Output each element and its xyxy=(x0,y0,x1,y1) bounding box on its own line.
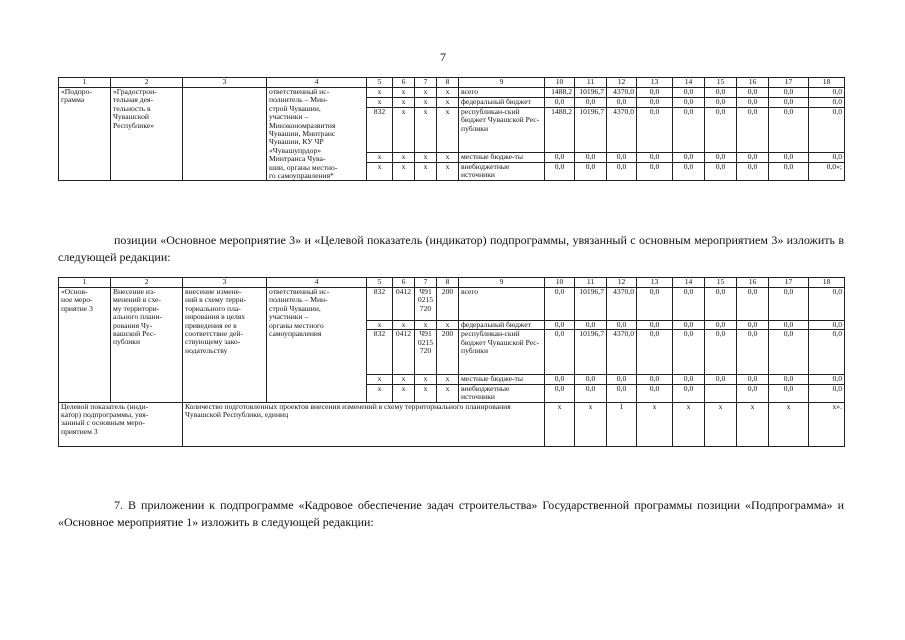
value-cell: 0,0 xyxy=(545,375,575,384)
value-cell: 0,0 xyxy=(607,152,637,162)
value-cell: 0,0 xyxy=(575,321,607,330)
value-cell: 0,0 xyxy=(637,288,673,321)
event-name-cell: Внесение из- менений в схе- му территори- ального плани- рования Чу- вашской Рес- публики xyxy=(111,288,183,403)
value-cell: 0,0 xyxy=(737,384,769,402)
col-header: 17 xyxy=(769,78,809,88)
col-header: 6 xyxy=(393,278,415,288)
code-cell: x xyxy=(393,152,415,162)
code-cell: x xyxy=(415,321,437,330)
program-type-cell: «Подпро- грамма xyxy=(59,88,111,181)
source-cell: республикан-ский бюджет Чувашской Рес-публики xyxy=(459,330,545,375)
col-header: 18 xyxy=(809,78,845,88)
value-cell: 0,0 xyxy=(809,288,845,321)
description-cell: внесение измене- ний в схему терри- ториального пла- нирования в целях приведения ее в соответствие дей- ствующему зако- нодательству xyxy=(183,288,267,403)
code-cell: x xyxy=(437,162,459,181)
value-cell: 0,0 xyxy=(673,152,705,162)
program-name-cell: «Градострои- тельная дея- тельность в Чувашской Республике» xyxy=(111,88,183,181)
code-cell: x xyxy=(367,98,393,108)
value-cell: 0,0 xyxy=(809,321,845,330)
value-cell: 0,0 xyxy=(809,330,845,375)
col-header: 5 xyxy=(367,278,393,288)
value-cell: 0,0 xyxy=(737,321,769,330)
indicator-value-cell: x xyxy=(737,402,769,446)
value-cell: 0,0 xyxy=(809,375,845,384)
code-cell: 0412 xyxy=(393,330,415,375)
col-header: 1 xyxy=(59,278,111,288)
code-cell: x xyxy=(367,88,393,98)
indicator-value-cell: x xyxy=(673,402,705,446)
col-header: 7 xyxy=(415,78,437,88)
value-cell: 0,0 xyxy=(545,152,575,162)
code-cell: 832 xyxy=(367,330,393,375)
value-cell: 4370,0 xyxy=(607,107,637,152)
col-header: 14 xyxy=(673,78,705,88)
code-cell: x xyxy=(393,88,415,98)
value-cell: 0,0 xyxy=(575,162,607,181)
value-cell: 0,0 xyxy=(737,288,769,321)
value-cell: 0,0 xyxy=(737,330,769,375)
value-cell: 0,0 xyxy=(769,375,809,384)
code-cell: x xyxy=(437,98,459,108)
value-cell: 0,0 xyxy=(575,384,607,402)
value-cell: 0,0 xyxy=(769,152,809,162)
code-cell: x xyxy=(437,107,459,152)
col-header: 4 xyxy=(267,278,367,288)
code-cell: x xyxy=(393,375,415,384)
value-cell: 0,0 xyxy=(769,107,809,152)
header-row xyxy=(59,278,845,288)
value-cell: 4370,0 xyxy=(607,288,637,321)
table-row xyxy=(59,88,845,98)
value-cell: 0,0 xyxy=(705,321,737,330)
col-header: 5 xyxy=(367,78,393,88)
value-cell: 0,0 xyxy=(705,288,737,321)
code-cell: x xyxy=(367,384,393,402)
value-cell: 0,0 xyxy=(673,98,705,108)
source-cell: внебюджетные источники xyxy=(459,384,545,402)
value-cell xyxy=(705,384,737,402)
source-cell: всего xyxy=(459,88,545,98)
col-header: 9 xyxy=(459,78,545,88)
value-cell: 0,0 xyxy=(809,152,845,162)
event-type-cell: «Основ- ное меро- приятие 3 xyxy=(59,288,111,403)
value-cell: 0,0 xyxy=(705,107,737,152)
value-cell: 0,0 xyxy=(705,88,737,98)
col-header: 12 xyxy=(607,78,637,88)
value-cell: 0,0 xyxy=(673,321,705,330)
value-cell: 10196,7 xyxy=(575,88,607,98)
indicator-value-cell: x». xyxy=(809,402,845,446)
value-cell: 0,0 xyxy=(737,162,769,181)
code-cell: Ч91 0215 720 xyxy=(415,330,437,375)
value-cell: 0,0 xyxy=(607,162,637,181)
col-header: 9 xyxy=(459,278,545,288)
value-cell: 0,0 xyxy=(769,162,809,181)
value-cell: 0,0 xyxy=(607,321,637,330)
value-cell: 0,0»; xyxy=(809,162,845,181)
value-cell: 1488,2 xyxy=(545,107,575,152)
page-number: 7 xyxy=(440,50,446,64)
col-header: 3 xyxy=(183,78,267,88)
value-cell: 0,0 xyxy=(737,88,769,98)
value-cell: 0,0 xyxy=(545,330,575,375)
indicator-row xyxy=(59,402,845,446)
source-cell: федеральный бюджет xyxy=(459,98,545,108)
source-cell: местные бюдже-ты xyxy=(459,375,545,384)
code-cell: 200 xyxy=(437,288,459,321)
col-header: 16 xyxy=(737,278,769,288)
col-header: 2 xyxy=(111,278,183,288)
value-cell: 0,0 xyxy=(737,98,769,108)
value-cell: 0,0 xyxy=(737,107,769,152)
col-header: 8 xyxy=(437,78,459,88)
value-cell: 0,0 xyxy=(673,107,705,152)
indicator-text-cell: Количество подготовленных проектов внесения изменений в схему территориального планирования Чувашской Республики, единиц xyxy=(183,402,545,446)
value-cell: 0,0 xyxy=(769,288,809,321)
col-header: 10 xyxy=(545,78,575,88)
value-cell: 0,0 xyxy=(637,162,673,181)
table-subprogram xyxy=(58,77,845,181)
col-header: 15 xyxy=(705,278,737,288)
value-cell: 0,0 xyxy=(607,375,637,384)
source-cell: внебюджетные источники xyxy=(459,162,545,181)
value-cell: 0,0 xyxy=(809,98,845,108)
code-cell: x xyxy=(415,152,437,162)
value-cell: 0,0 xyxy=(637,98,673,108)
source-cell: местные бюдже-ты xyxy=(459,152,545,162)
value-cell: 0,0 xyxy=(809,384,845,402)
value-cell: 0,0 xyxy=(705,375,737,384)
code-cell: x xyxy=(415,375,437,384)
value-cell: 0,0 xyxy=(637,107,673,152)
value-cell: 0,0 xyxy=(769,88,809,98)
value-cell: 0,0 xyxy=(673,288,705,321)
value-cell: 0,0 xyxy=(637,152,673,162)
code-cell: x xyxy=(393,321,415,330)
value-cell: 0,0 xyxy=(769,321,809,330)
paragraph-text: 7. В приложении к подпрограмме «Кадровое обеспечение задач строительства» Государственной программы позиции «Подпрограмма» и «Основное мероприятие 1» изложить в следующей редакции: xyxy=(58,498,844,529)
col-header: 7 xyxy=(415,278,437,288)
col-header: 18 xyxy=(809,278,845,288)
code-cell: x xyxy=(437,384,459,402)
header-row xyxy=(59,78,845,88)
col-header: 3 xyxy=(183,278,267,288)
indicator-value-cell: x xyxy=(637,402,673,446)
value-cell: 0,0 xyxy=(769,330,809,375)
paragraph-appendix xyxy=(58,497,844,531)
value-cell: 0,0 xyxy=(607,98,637,108)
value-cell: 0,0 xyxy=(705,152,737,162)
value-cell: 0,0 xyxy=(705,162,737,181)
value-cell: 1488,2 xyxy=(545,88,575,98)
value-cell: 0,0 xyxy=(545,98,575,108)
description-cell xyxy=(183,88,267,181)
value-cell: 0,0 xyxy=(673,88,705,98)
value-cell: 0,0 xyxy=(575,152,607,162)
value-cell: 0,0 xyxy=(545,384,575,402)
code-cell: x xyxy=(393,107,415,152)
value-cell: 0,0 xyxy=(673,330,705,375)
col-header: 14 xyxy=(673,278,705,288)
indicator-value-cell: 1 xyxy=(607,402,637,446)
code-cell: x xyxy=(415,88,437,98)
value-cell: 10196,7 xyxy=(575,330,607,375)
source-cell: республикан-ский бюджет Чувашской Рес-публики xyxy=(459,107,545,152)
code-cell: x xyxy=(367,162,393,181)
code-cell: x xyxy=(437,375,459,384)
value-cell: 0,0 xyxy=(809,107,845,152)
code-cell: 200 xyxy=(437,330,459,375)
col-header: 11 xyxy=(575,78,607,88)
code-cell: x xyxy=(415,384,437,402)
code-cell: x xyxy=(367,152,393,162)
col-header: 13 xyxy=(637,278,673,288)
code-cell: x xyxy=(393,384,415,402)
value-cell: 0,0 xyxy=(637,384,673,402)
code-cell: x xyxy=(367,321,393,330)
value-cell: 0,0 xyxy=(637,330,673,375)
value-cell: 4370,0 xyxy=(607,88,637,98)
col-header: 6 xyxy=(393,78,415,88)
value-cell: 0,0 xyxy=(769,384,809,402)
code-cell: x xyxy=(393,162,415,181)
value-cell: 0,0 xyxy=(575,98,607,108)
col-header: 8 xyxy=(437,278,459,288)
col-header: 12 xyxy=(607,278,637,288)
code-cell: x xyxy=(393,98,415,108)
value-cell: 0,0 xyxy=(607,384,637,402)
code-cell: x xyxy=(367,375,393,384)
indicator-value-cell: x xyxy=(545,402,575,446)
value-cell: 0,0 xyxy=(737,152,769,162)
code-cell: x xyxy=(415,98,437,108)
value-cell: 0,0 xyxy=(705,98,737,108)
value-cell: 0,0 xyxy=(545,288,575,321)
code-cell: x xyxy=(437,321,459,330)
indicator-value-cell: x xyxy=(705,402,737,446)
value-cell: 0,0 xyxy=(737,375,769,384)
code-cell: 0412 xyxy=(393,288,415,321)
col-header: 16 xyxy=(737,78,769,88)
value-cell: 0,0 xyxy=(637,88,673,98)
code-cell: 832 xyxy=(367,107,393,152)
indicator-label-cell: Целевой показатель (инди- катор) подпрограммы, увя- занный с основным меро- приятием 3 xyxy=(59,402,183,446)
col-header: 4 xyxy=(267,78,367,88)
col-header: 1 xyxy=(59,78,111,88)
indicator-value-cell: x xyxy=(575,402,607,446)
code-cell: x xyxy=(415,162,437,181)
value-cell: 0,0 xyxy=(637,375,673,384)
executor-cell: ответственный ис- полнитель – Мин- строй Чувашии, участники – органы местного самоуправления xyxy=(267,288,367,403)
source-cell: федеральный бюджет xyxy=(459,321,545,330)
paragraph-positions xyxy=(58,232,844,266)
col-header: 11 xyxy=(575,278,607,288)
code-cell: 832 xyxy=(367,288,393,321)
code-cell: Ч91 0215 720 xyxy=(415,288,437,321)
value-cell: 4370,0 xyxy=(607,330,637,375)
source-cell: всего xyxy=(459,288,545,321)
col-header: 17 xyxy=(769,278,809,288)
col-header: 13 xyxy=(637,78,673,88)
value-cell: 10196,7 xyxy=(575,288,607,321)
value-cell: 0,0 xyxy=(809,88,845,98)
value-cell: 0,0 xyxy=(575,375,607,384)
col-header: 15 xyxy=(705,78,737,88)
col-header: 10 xyxy=(545,278,575,288)
value-cell: 0,0 xyxy=(769,98,809,108)
value-cell: 0,0 xyxy=(705,330,737,375)
paragraph-text: позиции «Основное мероприятие 3» и «Целевой показатель (индикатор) подпрограммы, увязанный с основным мероприятием 3» изложить в следующей редакции: xyxy=(58,233,844,264)
table-main-event xyxy=(58,277,845,447)
value-cell: 0,0 xyxy=(673,162,705,181)
table-row xyxy=(59,288,845,321)
code-cell: x xyxy=(437,88,459,98)
executor-cell: ответственный ис- полнитель – Мин- строй Чувашии, участники – Минэкономразвития Чувашии, Минтранс Чувашии, КУ ЧР «Чувашупрдор» Минтранса Чува- шии, органы местно- го самоуправления* xyxy=(267,88,367,181)
value-cell: 0,0 xyxy=(545,321,575,330)
value-cell: 0,0 xyxy=(673,384,705,402)
code-cell: x xyxy=(415,107,437,152)
value-cell: 10196,7 xyxy=(575,107,607,152)
indicator-value-cell: x xyxy=(769,402,809,446)
code-cell: x xyxy=(437,152,459,162)
value-cell: 0,0 xyxy=(637,321,673,330)
value-cell: 0,0 xyxy=(673,375,705,384)
col-header: 2 xyxy=(111,78,183,88)
value-cell: 0,0 xyxy=(545,162,575,181)
